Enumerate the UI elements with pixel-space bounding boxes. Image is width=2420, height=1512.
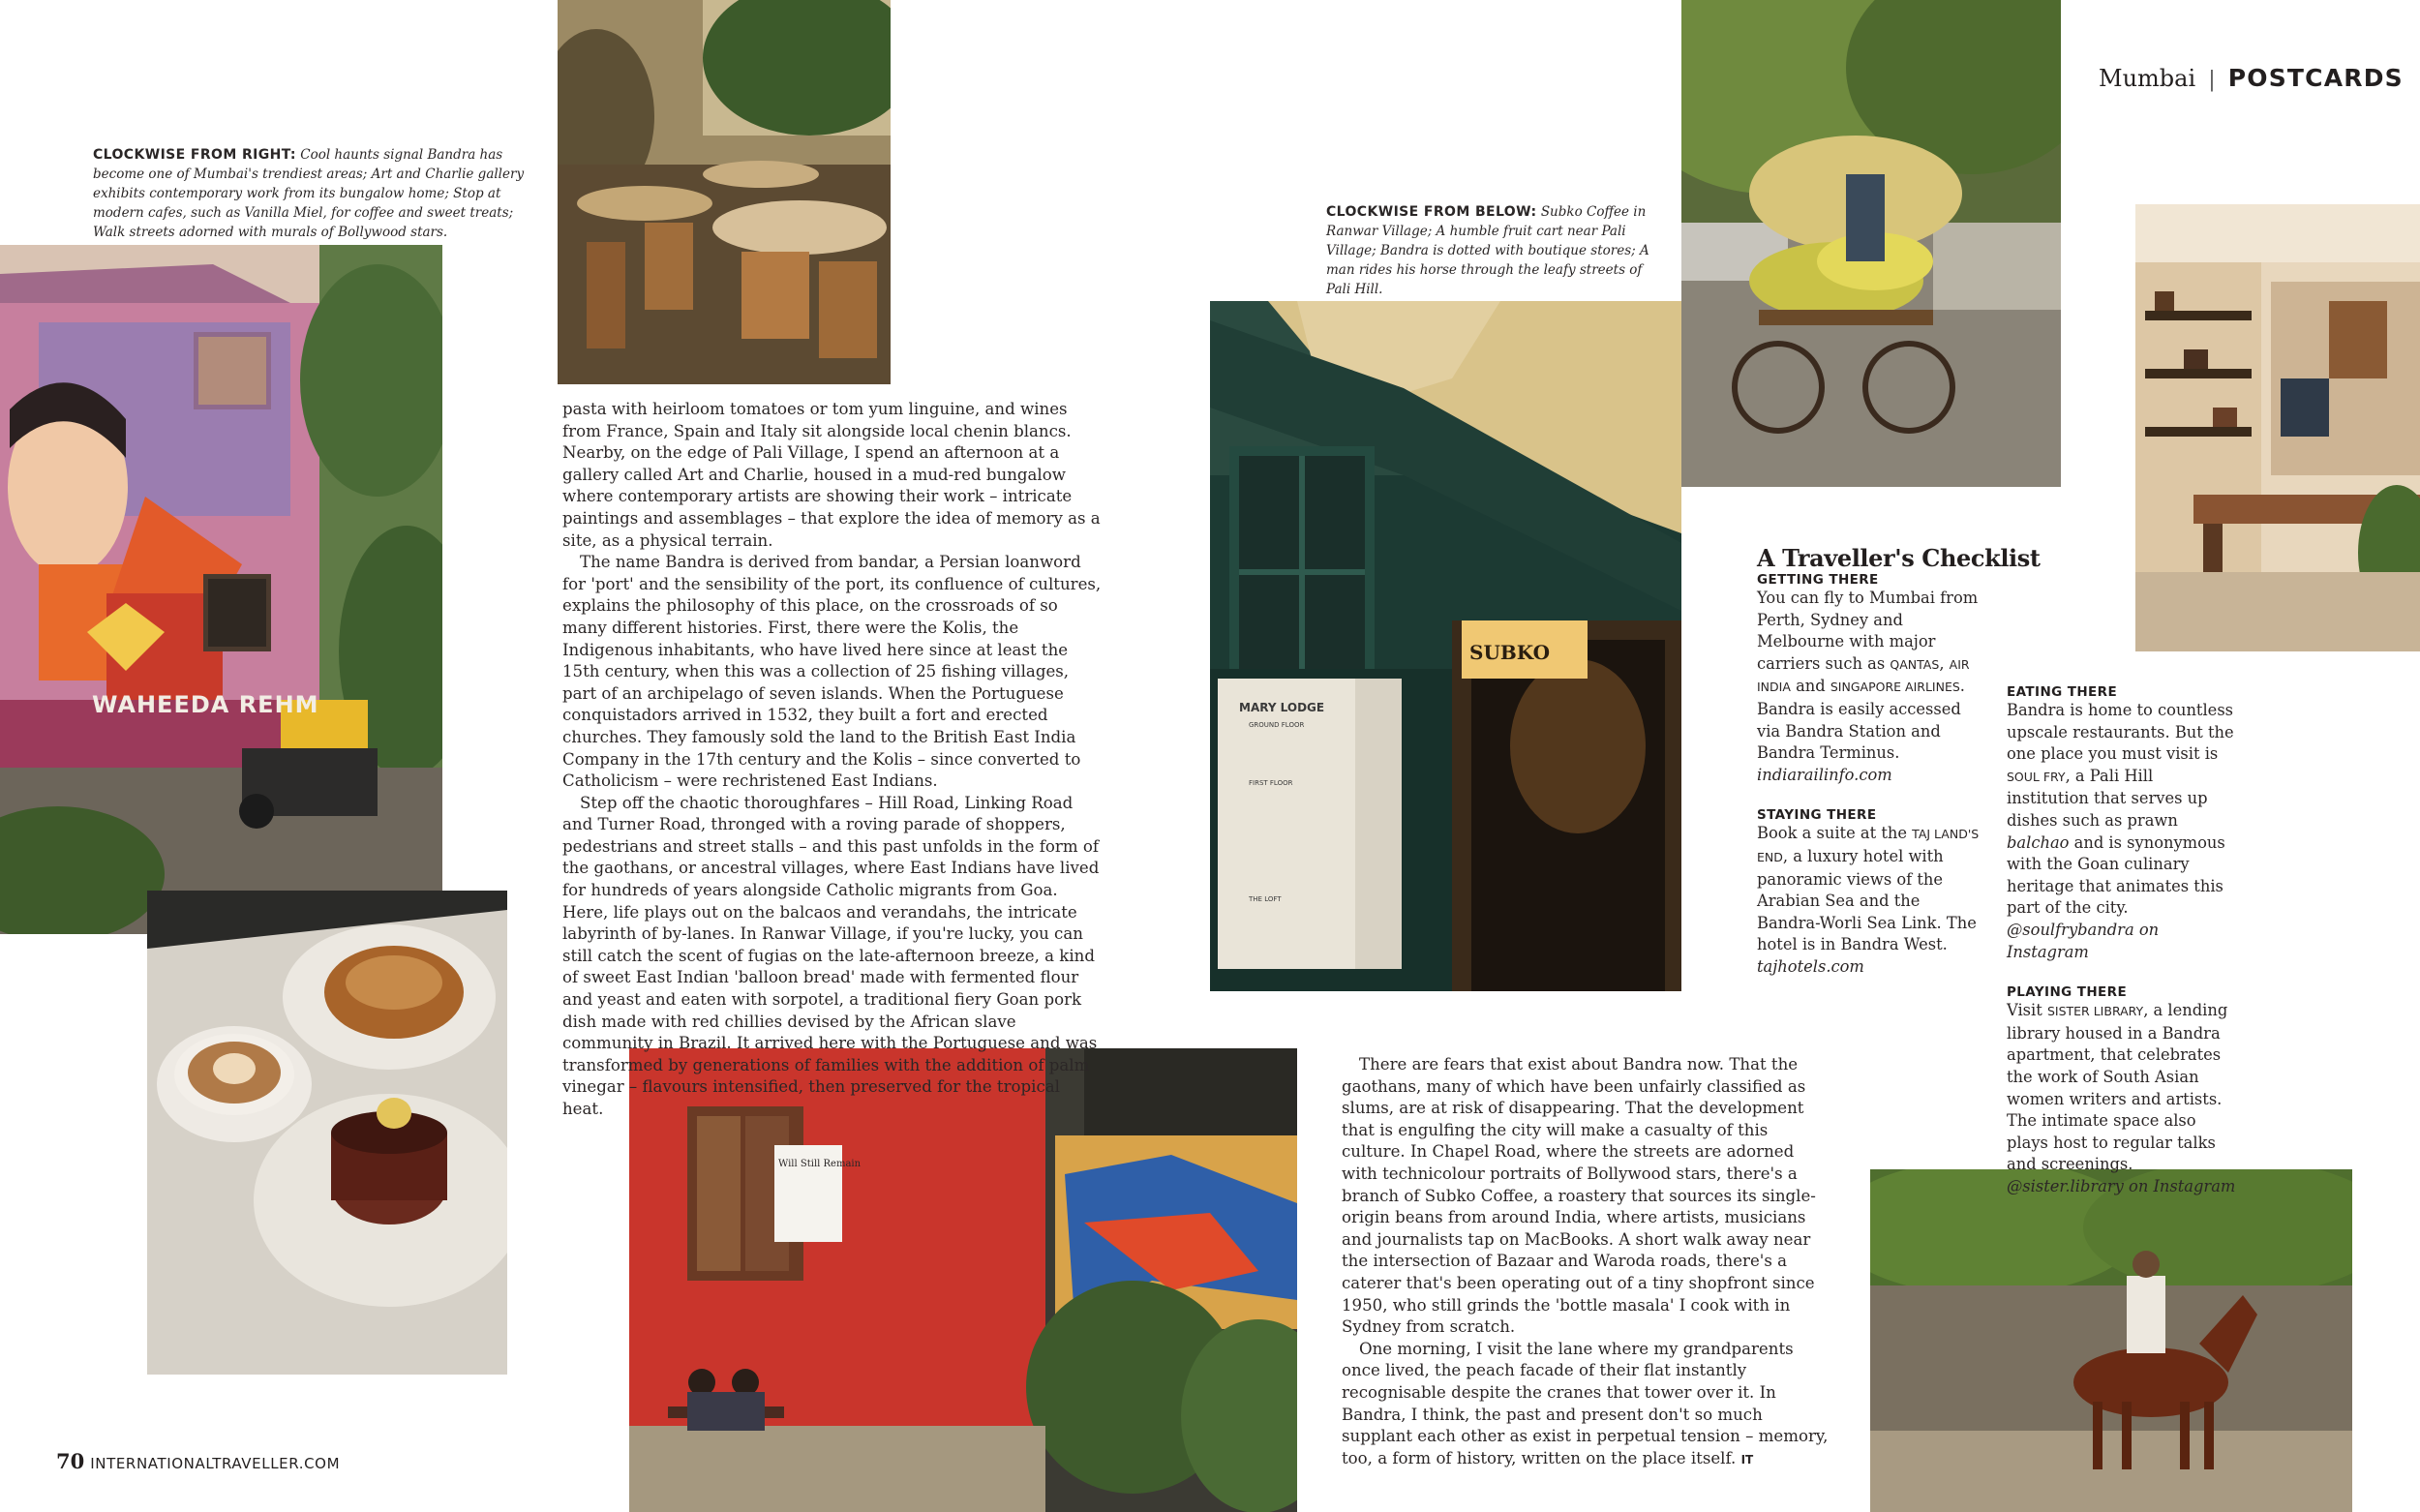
cafe-interior-photo xyxy=(558,0,891,384)
restaurant-name: SOUL FRY xyxy=(2007,769,2066,784)
signboard-title-text: MARY LODGE xyxy=(1239,701,1325,714)
staying-there-text xyxy=(1757,823,1984,978)
playing-there-text xyxy=(2007,1000,2239,1197)
getting-there-link: indiarailinfo.com xyxy=(1757,765,1892,784)
getting-there-part: . Bandra is easily accessed via Bandra Station and Bandra Terminus. xyxy=(1757,677,1965,763)
staying-there-part: , a luxury hotel with panoramic views of the Arabian Sea and the Bandra-Worli Sea Link. The hotel is in Bandra West. xyxy=(1757,846,1977,954)
page-number: 70 xyxy=(56,1449,85,1473)
playing-there-heading: PLAYING THERE xyxy=(2007,984,2128,1001)
caption-right-lead: CLOCKWISE FROM BELOW: xyxy=(1326,204,1537,220)
library-name: SISTER LIBRARY xyxy=(2046,1004,2144,1019)
article-paragraph: There are fears that exist about Bandra now. That the gaothans, many of which have been unfairly classified as slums, are at risk of disappearing. That the development that is engulfing the city will make a casualty of this culture. In Chapel Road, where the streets are adorned with technicolour portraits of Bollywood stars, there's a branch of Subko Coffee, a roastery that sources its single-origin beans from around India, where artists, musicians and journalists tap on MacBooks. A short walk away near the intersection of Bazaar and Waroda roads, there's a caterer that's been operating out of a tiny shopfront since 1950, who still grinds the 'bottle masala' I cook with in Sydney from scratch. xyxy=(1342,1055,1816,1337)
subko-coffee-photo xyxy=(1210,301,1681,991)
carrier-name: AIR INDIA xyxy=(1757,656,1970,695)
staying-there-link: tajhotels.com xyxy=(1757,956,1864,976)
getting-there-text: You can fly to Mumbai from Perth, Sydney and Melbourne with major carriers such as QANTAS, AIR INDIA and SINGAPORE AIRLINES. Bandra is easily accessed via Bandra Station and Bandra Terminus. indiarailinfo.com xyxy=(1757,589,1979,784)
caption-left xyxy=(93,145,527,242)
staying-there-heading: STAYING THERE xyxy=(1757,807,1877,824)
hotel-name: TAJ LAND'S END xyxy=(1757,827,1980,864)
header-city: Mumbai xyxy=(2099,65,2196,92)
header-section: POSTCARDS xyxy=(2227,64,2404,92)
carrier-name: SINGAPORE AIRLINES xyxy=(1830,680,1960,695)
signboard-loft-text: THE LOFT xyxy=(1249,895,1282,903)
page-footer xyxy=(56,1449,340,1473)
eating-there-part: and is synonymous with the Goan culinary heritage that animates this part of the city. xyxy=(2007,832,2225,918)
playing-there-part: Visit xyxy=(2007,1001,2047,1020)
footer-site: INTERNATIONALTRAVELLER.COM xyxy=(90,1455,341,1472)
article-column-2 xyxy=(1342,1054,1830,1470)
signboard-first-floor-text: FIRST FLOOR xyxy=(1249,779,1293,787)
mural-name-text: WAHEEDA REHM xyxy=(92,691,319,718)
eating-there-part: Bandra is home to countless upscale restaurants. But the one place you must visit is xyxy=(2007,701,2234,764)
eating-there-link: @soulfrybandra on Instagram xyxy=(2007,920,2160,961)
article-paragraph-text: One morning, I visit the lane where my grandparents once lived, the peach facade of their flat instantly recognisable despite the cranes that tower over it. In Bandra, I think, the past and present don't so much supplant each other as exist in perpetual tension – memory, too, a form of history, written on the place itself. xyxy=(1342,1339,1829,1467)
dish-name: balchao xyxy=(2007,832,2070,852)
article-end-mark: IT xyxy=(1740,1452,1754,1467)
signboard-ground-floor-text: GROUND FLOOR xyxy=(1249,721,1305,729)
caption-left-lead: CLOCKWISE FROM RIGHT: xyxy=(93,147,296,163)
carrier-name: QANTAS xyxy=(1890,656,1940,672)
eating-there-text xyxy=(2007,700,2239,963)
staying-there-part: Book a suite at the xyxy=(1757,824,1913,843)
horse-rider-photo xyxy=(1870,1169,2352,1512)
article-paragraph xyxy=(1342,1339,1830,1471)
getting-there-heading: GETTING THERE xyxy=(1757,572,1879,588)
mural-photo xyxy=(0,245,442,934)
article-paragraph: Step off the chaotic thoroughfares – Hill Road, Linking Road and Turner Road, thronged with a roving parade of shoppers, pedestrians and street stalls – and this past unfolds in the form of the gaothans, or ancestral villages, where East Indians have lived for hundreds of years alongside Catholic migrants from Goa. Here, life plays out on the balcaos and verandahs, the intricate labyrinth of by-lanes. In Ranwar Village, if you're lucky, you can still catch the scent of fugias on the late-afternoon breeze, a kind of sweet East Indian 'balloon bread' made with fermented flour and yeast and eaten with sorpotel, a traditional fiery Goan pork dish made with red chillies devised by the African slave community in Brazil. It arrived here with the Portuguese and was transformed by generations of families with the addition of palm vinegar – flavours intensified, then preserved for the tropical heat. xyxy=(562,793,1100,1118)
header-separator: | xyxy=(2208,68,2216,92)
eating-there-heading: EATING THERE xyxy=(2007,684,2118,700)
article-paragraph: pasta with heirloom tomatoes or tom yum linguine, and wines from France, Spain and Italy sit alongside local chenin blancs. Nearby, on the edge of Pali Village, I spend an afternoon at a gallery called Art and Charlie, housed in a mud-red bungalow where contemporary artists are showing their work – intricate paintings and assemblages – that explore the idea of memory as a site, as a physical terrain. xyxy=(562,400,1101,550)
playing-there-part: , a lending library housed in a Bandra apartment, that celebrates the work of South Asian women writers and artists. The intimate space also plays host to regular talks and screenings. xyxy=(2007,1001,2228,1174)
playing-there-link: @sister.library on Instagram xyxy=(2007,1176,2236,1195)
gallery-sign-text: Will Still Remain xyxy=(778,1159,862,1169)
article-column-1 xyxy=(562,399,1104,1121)
checklist-title: A Traveller's Checklist xyxy=(1757,544,2041,572)
caption-right-text: Subko Coffee in Ranwar Village; A humble fruit cart near Pali Village; Bandra is dotted with boutique stores; A man rides his horse through the leafy streets of Pali Hill. xyxy=(1326,204,1649,297)
eating-there-part: , a Pali Hill institution that serves up dishes such as prawn xyxy=(2007,766,2208,830)
shop-sign-text: SUBKO xyxy=(1469,641,1551,664)
checklist-right xyxy=(2007,684,2239,1197)
caption-right xyxy=(1326,202,1667,299)
cafe-pastry-photo xyxy=(147,891,507,1375)
section-header xyxy=(2099,64,2404,92)
fruit-cart-photo xyxy=(1681,0,2061,487)
caption-left-text: Cool haunts signal Bandra has become one of Mumbai's trendiest areas; Art and Charlie gallery exhibits contemporary work from its bungalow home; Stop at modern cafes, such as Vanilla Miel, for coffee and sweet treats; Walk streets adorned with murals of Bollywood stars. xyxy=(93,147,525,240)
article-paragraph: The name Bandra is derived from bandar, a Persian loanword for 'port' and the sensibility of the port, its confluence of cultures, explains the philosophy of this place, on the crossroads of so many different histories. First, there were the Kolis, the Indigenous inhabitants, who have lived here since at least the 15th century, when this was a collection of 25 fishing villages, part of an archipelago of seven islands. When the Portuguese conquistadors arrived in 1532, they built a fort and erected churches. They famously sold the land to the British East India Company in the 17th century and the Kolis – since converted to Catholicism – were rechristened East Indians. xyxy=(562,553,1102,791)
getting-there-part: You can fly to Mumbai from Perth, Sydney and Melbourne with major carriers such as xyxy=(1757,589,1979,673)
boutique-store-photo xyxy=(2135,204,2420,651)
